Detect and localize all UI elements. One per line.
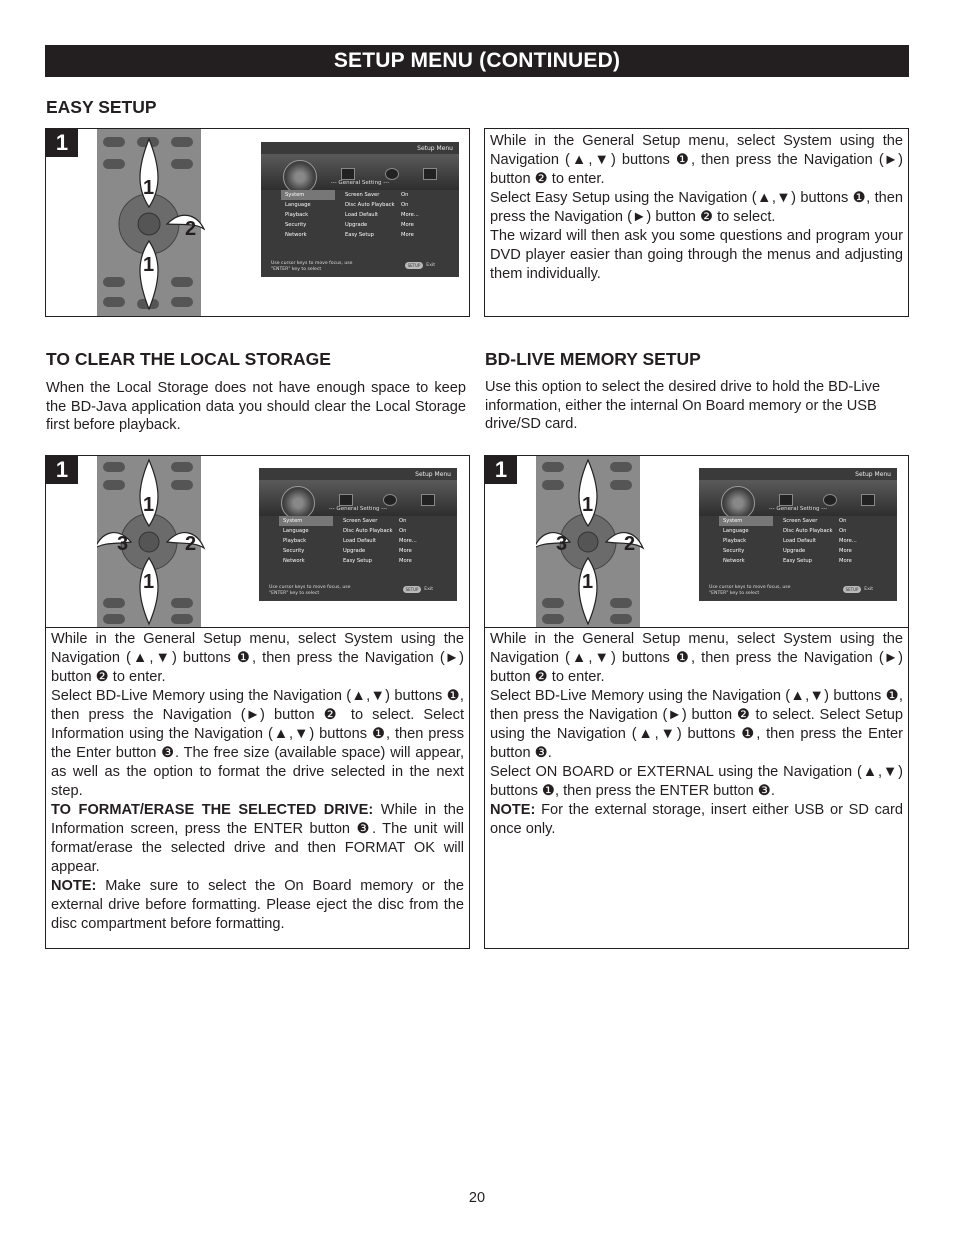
arrow-label-down: 1 bbox=[582, 571, 594, 593]
arrow-label-up: 1 bbox=[143, 177, 155, 199]
exit-button[interactable]: SETUP bbox=[843, 586, 861, 593]
arrow-label-left: 3 bbox=[117, 533, 129, 555]
screen-header: Setup Menu bbox=[417, 145, 453, 152]
info-icon bbox=[421, 494, 435, 506]
bdlive-heading: BD-LIVE MEMORY SETUP bbox=[485, 349, 701, 369]
bdlive-box bbox=[484, 455, 909, 949]
clear-storage-intro: When the Local Storage does not have enough space to keep the BD-Java application data you should clear the Local Storage first before playback. bbox=[46, 380, 466, 434]
screen-footer: Use cursor keys to move focus, use "ENTER" key to select bbox=[271, 261, 353, 272]
instruction-paragraph: While in the General Setup menu, select System using the Navigation (▲,▼) buttons ❶, then press the Navigation (►) button ❷ to enter. bbox=[490, 631, 903, 685]
instruction-paragraph: Select ON BOARD or EXTERNAL using the Navigation (▲,▼) buttons ❶, then press the ENTER button ❸. bbox=[490, 764, 903, 799]
disc-icon bbox=[721, 486, 755, 520]
setup-menu-screen: Setup Menu --- General Setting --- System Screen Saver On Language Disc Auto Playback On Playback Load Default More... Security Upgrade More Network Easy Setup More Use cursor keys to move focus, use "ENTER" key to select SETUP Exit bbox=[259, 468, 457, 601]
remote-illustration bbox=[536, 456, 676, 632]
page-title: SETUP MENU (CONTINUED) bbox=[45, 45, 909, 77]
note-label: NOTE: bbox=[51, 878, 97, 894]
arrow-label-right: 2 bbox=[185, 218, 197, 240]
arrow-label-left: 3 bbox=[556, 533, 568, 555]
arrow-label-right: 2 bbox=[624, 533, 636, 555]
instruction-paragraph: TO FORMAT/ERASE THE SELECTED DRIVE: While in the Information screen, press the ENTER button ❸. The unit will format/erase the selected drive and then FORMAT OK will appear. bbox=[51, 802, 464, 875]
instruction-paragraph: While in the General Setup menu, select System using the Navigation (▲,▼) buttons ❶, then press the Navigation (►) button ❷ to enter. bbox=[490, 133, 903, 187]
arrow-label-up: 1 bbox=[143, 494, 155, 516]
speaker-icon bbox=[383, 494, 397, 506]
remote-illustration bbox=[97, 129, 205, 321]
easy-setup-figure bbox=[45, 128, 470, 317]
page-number: 20 bbox=[468, 1190, 486, 1206]
screen-subtitle: --- General Setting --- bbox=[330, 180, 390, 186]
arrow-label-down: 1 bbox=[143, 571, 155, 593]
info-icon bbox=[861, 494, 875, 506]
bdlive-intro: Use this option to select the desired drive to hold the BD-Live information, either the internal On Board memory or the USB drive/SD card. bbox=[485, 379, 881, 433]
exit-button[interactable]: SETUP bbox=[405, 262, 423, 269]
bdlive-instructions bbox=[485, 628, 908, 839]
instruction-paragraph: Select BD-Live Memory using the Navigation (▲,▼) buttons ❶, then press the Navigation (►) button ❷ to select. Select Setup using the Navigation (▲,▼) buttons ❶, then press the Enter button ❸. bbox=[490, 688, 903, 761]
monitor-icon bbox=[341, 168, 355, 180]
disc-icon bbox=[281, 486, 315, 520]
screen-footer: Use cursor keys to move focus, use "ENTER" key to select bbox=[709, 585, 791, 596]
arrow-label-right: 2 bbox=[185, 533, 197, 555]
exit-label: Exit bbox=[864, 587, 873, 592]
exit-button[interactable]: SETUP bbox=[403, 586, 421, 593]
easy-setup-instructions bbox=[484, 128, 909, 317]
clear-storage-box bbox=[45, 455, 470, 949]
format-label: TO FORMAT/ERASE THE SELECTED DRIVE: bbox=[51, 802, 374, 818]
arrow-label-up: 1 bbox=[582, 494, 594, 516]
exit-label: Exit bbox=[424, 587, 433, 592]
step-number: 1 bbox=[485, 456, 517, 484]
arrow-label-down: 1 bbox=[143, 254, 155, 276]
exit-label: Exit bbox=[426, 263, 435, 268]
instruction-paragraph: While in the General Setup menu, select System using the Navigation (▲,▼) buttons ❶, then press the Navigation (►) button ❷ to enter. bbox=[51, 631, 464, 685]
screen-header: Setup Menu bbox=[415, 471, 451, 478]
instruction-paragraph: NOTE: For the external storage, insert either USB or SD card once only. bbox=[490, 802, 903, 837]
screen-subtitle: --- General Setting --- bbox=[328, 506, 388, 512]
setup-menu-screen: Setup Menu --- General Setting --- System Screen Saver On Language Disc Auto Playback On Playback Load Default More... Security Upgrade More Network Easy Setup More Use cursor keys to move focus, use "ENTER" key to select SETUP Exit bbox=[261, 142, 459, 277]
remote-illustration bbox=[97, 456, 237, 632]
screen-footer: Use cursor keys to move focus, use "ENTER" key to select bbox=[269, 585, 351, 596]
clear-storage-instructions bbox=[46, 628, 469, 934]
monitor-icon bbox=[779, 494, 793, 506]
disc-icon bbox=[283, 160, 317, 194]
clear-storage-heading: TO CLEAR THE LOCAL STORAGE bbox=[46, 349, 331, 369]
screen-subtitle: --- General Setting --- bbox=[768, 506, 828, 512]
step-number: 1 bbox=[46, 456, 78, 484]
monitor-icon bbox=[339, 494, 353, 506]
info-icon bbox=[423, 168, 437, 180]
speaker-icon bbox=[385, 168, 399, 180]
easy-setup-heading: EASY SETUP bbox=[46, 97, 157, 117]
instruction-paragraph: The wizard will then ask you some questions and program your DVD player easier than going through the menus and adjusting them individually. bbox=[490, 228, 903, 282]
instruction-paragraph: Select Easy Setup using the Navigation (▲,▼) buttons ❶, then press the Navigation (►) button ❷ to select. bbox=[490, 190, 903, 225]
setup-menu-screen: Setup Menu --- General Setting --- System Screen Saver On Language Disc Auto Playback On Playback Load Default More... Security Upgrade More Network Easy Setup More Use cursor keys to move focus, use "ENTER" key to select SETUP Exit bbox=[699, 468, 897, 601]
speaker-icon bbox=[823, 494, 837, 506]
screen-header: Setup Menu bbox=[855, 471, 891, 478]
instruction-paragraph: Select BD-Live Memory using the Navigation (▲,▼) buttons ❶, then press the Navigation (►) button ❷ to select. Select Information using the Navigation (▲,▼) buttons ❶, then press the Enter button ❸. The free size (available space) will appear, as well as the option to format the drive selected in the next step. bbox=[51, 688, 464, 799]
note-label: NOTE: bbox=[490, 802, 536, 818]
step-number: 1 bbox=[46, 129, 78, 157]
instruction-paragraph: NOTE: Make sure to select the On Board memory or the external drive before formatting. Please eject the disc from the disc compartment before formatting. bbox=[51, 878, 464, 932]
